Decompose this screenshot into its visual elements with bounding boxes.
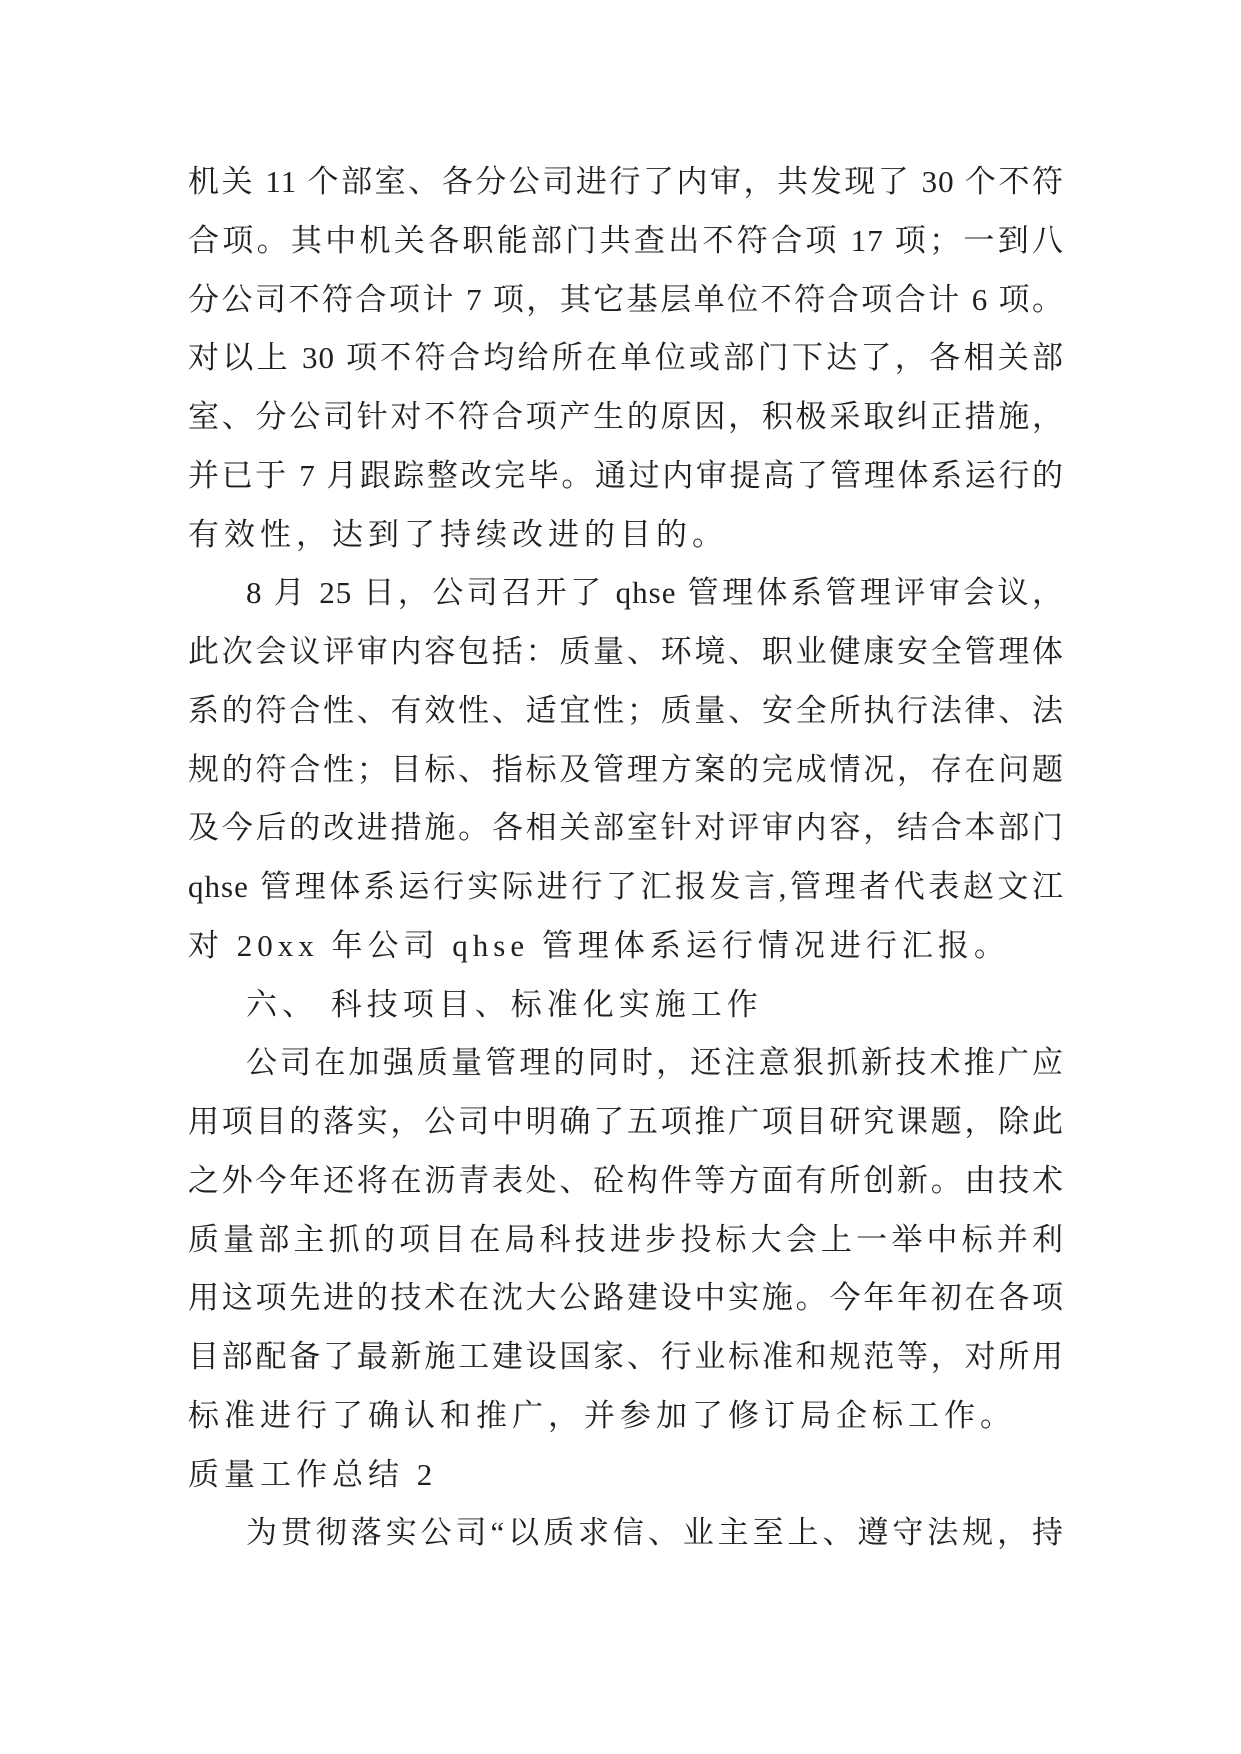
- document-text-column: [188, 153, 1064, 1563]
- text-line: 8 月 25 日，公司召开了 qhse 管理体系管理评审会议，: [246, 575, 1064, 611]
- text-line: 并已于 7 月跟踪整改完毕。通过内审提高了管理体系运行的: [188, 457, 1064, 493]
- text-line: 合项。其中机关各职能部门共查出不符合项 17 项；一到八: [188, 222, 1064, 258]
- text-line: 质量工作总结 2: [188, 1456, 438, 1492]
- text-line: 目部配备了最新施工建设国家、行业标准和规范等，对所用: [188, 1339, 1064, 1374]
- text-line: 有效性，达到了持续改进的目的。: [188, 516, 728, 552]
- text-line: 此次会议评审内容包括：质量、环境、职业健康安全管理体: [188, 634, 1064, 669]
- text-line: 之外今年还将在沥青表处、砼构件等方面有所创新。由技术: [188, 1162, 1064, 1198]
- text-line: 用项目的落实，公司中明确了五项推广项目研究课题，除此: [188, 1104, 1064, 1139]
- text-line: qhse 管理体系运行实际进行了汇报发言,管理者代表赵文江: [188, 869, 1064, 904]
- text-line: 质量部主抓的项目在局科技进步投标大会上一举中标并利: [188, 1221, 1064, 1257]
- text-line: 规的符合性；目标、指标及管理方案的完成情况，存在问题: [188, 751, 1064, 787]
- text-line: 对 20xx 年公司 qhse 管理体系运行情况进行汇报。: [188, 927, 1010, 963]
- text-line: 公司在加强质量管理的同时，还注意狠抓新技术推广应: [246, 1045, 1064, 1081]
- text-line: 用这项先进的技术在沈大公路建设中实施。今年年初在各项: [188, 1280, 1064, 1316]
- text-line: 分公司不符合项计 7 项，其它基层单位不符合项合计 6 项。: [188, 281, 1064, 317]
- text-line: 系的符合性、有效性、适宜性；质量、安全所执行法律、法: [188, 692, 1064, 728]
- text-line: 机关 11 个部室、各分公司进行了内审，共发现了 30 个不符: [188, 164, 1064, 199]
- text-line: 标准进行了确认和推广，并参加了修订局企标工作。: [188, 1397, 1016, 1433]
- text-line: 室、分公司针对不符合项产生的原因，积极采取纠正措施，: [188, 399, 1064, 434]
- text-line: 六、 科技项目、标准化实施工作: [246, 986, 763, 1022]
- text-line: 及今后的改进措施。各相关部室针对评审内容，结合本部门: [188, 810, 1064, 846]
- text-line: 对以上 30 项不符合均给所在单位或部门下达了，各相关部: [188, 340, 1064, 376]
- text-line: 为贯彻落实公司“以质求信、业主至上、遵守法规，持: [246, 1515, 1064, 1551]
